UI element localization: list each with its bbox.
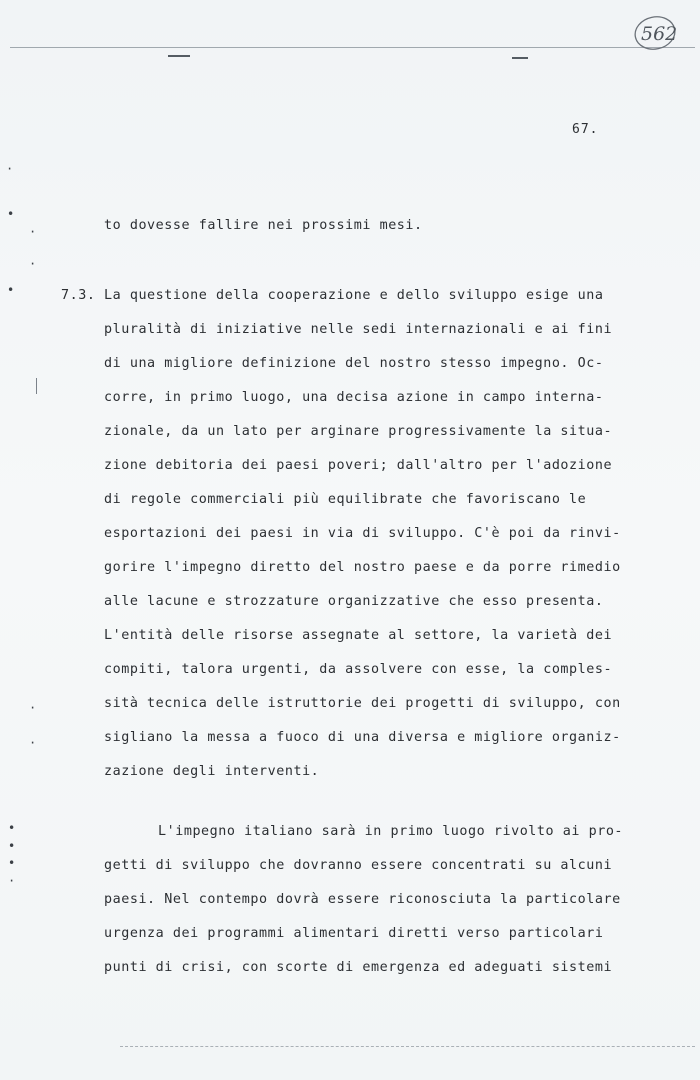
text-line: gorire l'impegno diretto del nostro paese e da porre rimedio <box>104 560 621 575</box>
text-line: sità tecnica delle istruttorie dei progetti di sviluppo, con <box>104 696 621 711</box>
margin-speck: • <box>8 856 16 870</box>
margin-speck: • <box>7 283 15 297</box>
stamp-number: 562 <box>641 23 678 45</box>
top-edge-rule <box>10 47 695 48</box>
text-line: zione debitoria dei paesi poveri; dall'altro per l'adozione <box>104 458 613 473</box>
text-line: alle lacune e strozzature organizzative che esso presenta. <box>104 594 604 609</box>
text-line: punti di crisi, con scorte di emergenza ed adeguati sistemi <box>104 960 613 975</box>
text-line: urgenza dei programmi alimentari diretti verso particolari <box>104 926 604 941</box>
margin-speck: · <box>29 257 37 271</box>
text-line: esportazioni dei paesi in via di sviluppo. C'è poi da rinvi- <box>104 526 621 541</box>
text-line: pluralità di iniziative nelle sedi internazionali e ai fini <box>104 322 613 337</box>
margin-speck: · <box>8 874 16 888</box>
text-line: getti di sviluppo che dovranno essere concentrati su alcuni <box>104 858 613 873</box>
text-line: L'entità delle risorse assegnate al settore, la varietà dei <box>104 628 613 643</box>
margin-speck: · <box>29 225 37 239</box>
top-dash-mark <box>168 55 190 57</box>
margin-speck: · <box>6 162 14 176</box>
text-line: La questione della cooperazione e dello sviluppo esige una <box>104 288 604 303</box>
margin-bar <box>36 378 37 394</box>
text-line: sigliano la messa a fuoco di una diversa e migliore organiz- <box>104 730 621 745</box>
text-line: paesi. Nel contempo dovrà essere riconosciuta la particolare <box>104 892 621 907</box>
text-line: zazione degli interventi. <box>104 764 320 779</box>
margin-speck: • <box>7 207 15 221</box>
section-number: 7.3. <box>61 288 96 303</box>
top-dash-mark <box>512 57 528 59</box>
archive-stamp <box>632 12 678 52</box>
text-line: di una migliore definizione del nostro stesso impegno. Oc- <box>104 356 604 371</box>
bottom-edge-rule <box>120 1046 695 1047</box>
margin-speck: • <box>8 821 16 835</box>
margin-speck: · <box>29 736 37 750</box>
text-line: to dovesse fallire nei prossimi mesi. <box>104 218 423 233</box>
margin-speck: · <box>29 701 37 715</box>
text-line: zionale, da un lato per arginare progressivamente la situa- <box>104 424 613 439</box>
margin-speck: • <box>8 839 16 853</box>
page-number: 67. <box>572 122 599 137</box>
text-line: compiti, talora urgenti, da assolvere con esse, la comples- <box>104 662 613 677</box>
text-line: corre, in primo luogo, una decisa azione in campo interna- <box>104 390 604 405</box>
text-line: di regole commerciali più equilibrate che favoriscano le <box>104 492 587 507</box>
text-line: L'impegno italiano sarà in primo luogo rivolto ai pro- <box>158 824 624 839</box>
